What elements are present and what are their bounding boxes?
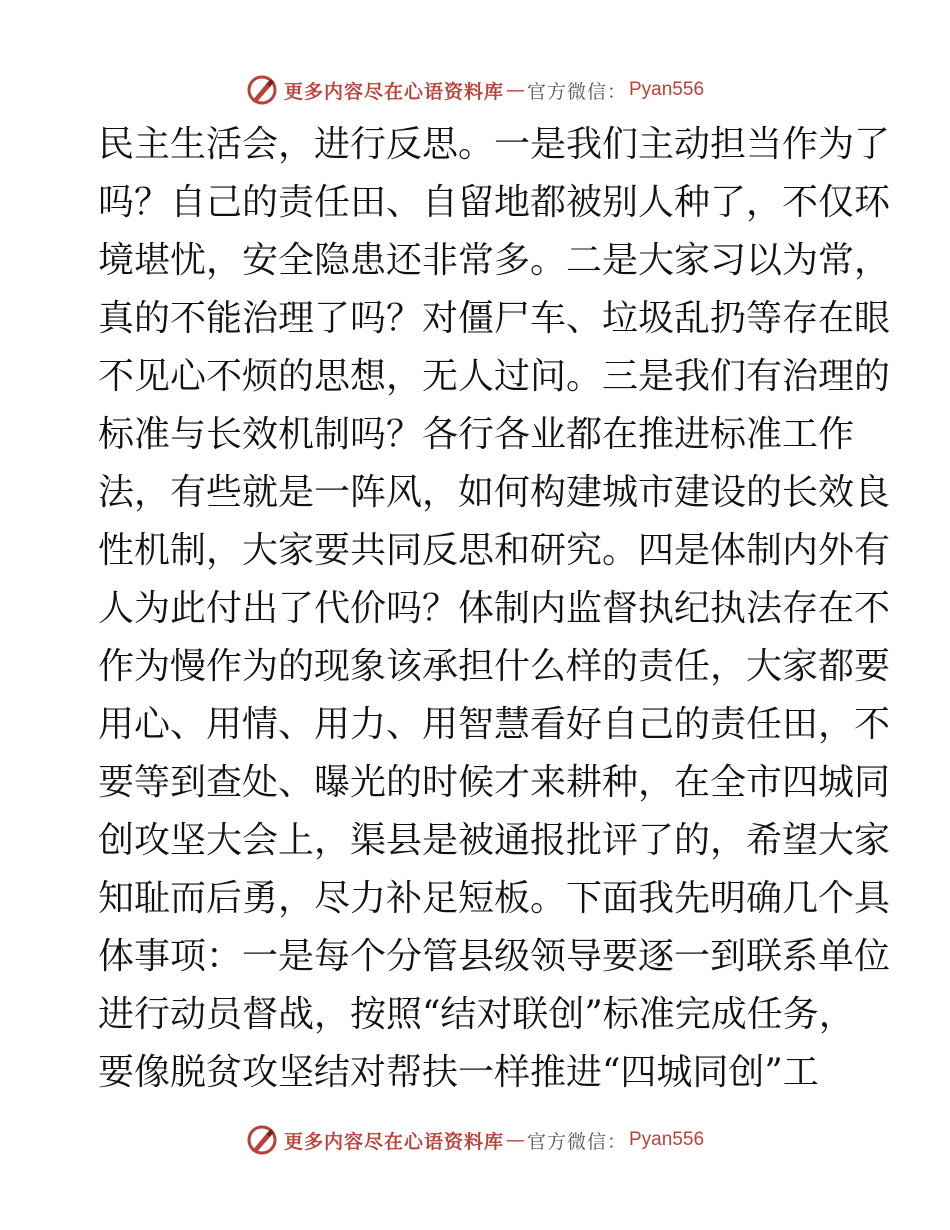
footer-wechat-label: 官方微信： [526, 1130, 627, 1153]
text-line: 人为此付出了代价吗？体制内监督执纪执法存在不 [98, 588, 891, 629]
text-line: 知耻而后勇，尽力补足短板。下面我先明确几个具 [98, 878, 891, 919]
header-separator: — [505, 79, 525, 101]
footer-banner [0, 1120, 950, 1160]
text-line: 性机制，大家要共同反思和研究。四是体制内外有 [98, 530, 891, 571]
text-line: 不见心不烦的思想，无人过问。三是我们有治理的 [98, 356, 891, 397]
footer-separator: — [505, 1129, 525, 1151]
text-line: 进行动员督战，按照“结对联创”标准完成任务， [98, 994, 855, 1035]
text-line: 民主生活会，进行反思。一是我们主动担当作为了 [98, 124, 891, 165]
header-wechat-id: Pyan556 [629, 79, 705, 100]
text-line: 标准与长效机制吗？各行各业都在推进标准工作 [98, 414, 855, 455]
footer-brand-text: 更多内容尽在心语资料库 [283, 1130, 504, 1153]
text-line: 吗？自己的责任田、自留地都被别人种了，不仅环 [98, 182, 891, 223]
text-line: 创攻坚大会上，渠县是被通报批评了的，希望大家 [98, 820, 891, 861]
text-line: 境堪忧，安全隐患还非常多。二是大家习以为常， [98, 240, 891, 281]
header-banner [0, 70, 950, 110]
pen-circle-logo-icon [246, 74, 278, 106]
header-brand-text: 更多内容尽在心语资料库 [283, 80, 504, 103]
header-wechat-label: 官方微信： [526, 80, 627, 103]
text-line: 法，有些就是一阵风，如何构建城市建设的长效良 [98, 472, 891, 513]
text-line: 作为慢作为的现象该承担什么样的责任，大家都要 [98, 646, 891, 687]
text-line: 要像脱贫攻坚结对帮扶一样推进“四城同创”工 [98, 1052, 819, 1093]
pen-circle-logo-icon [246, 1124, 278, 1156]
text-line: 要等到查处、曝光的时候才来耕种，在全市四城同 [98, 762, 891, 803]
text-line: 体事项：一是每个分管县级领导要逐一到联系单位 [98, 936, 891, 977]
text-line: 真的不能治理了吗？对僵尸车、垃圾乱扔等存在眼 [98, 298, 891, 339]
footer-wechat-id: Pyan556 [629, 1129, 705, 1150]
text-line: 用心、用情、用力、用智慧看好自己的责任田，不 [98, 704, 891, 745]
